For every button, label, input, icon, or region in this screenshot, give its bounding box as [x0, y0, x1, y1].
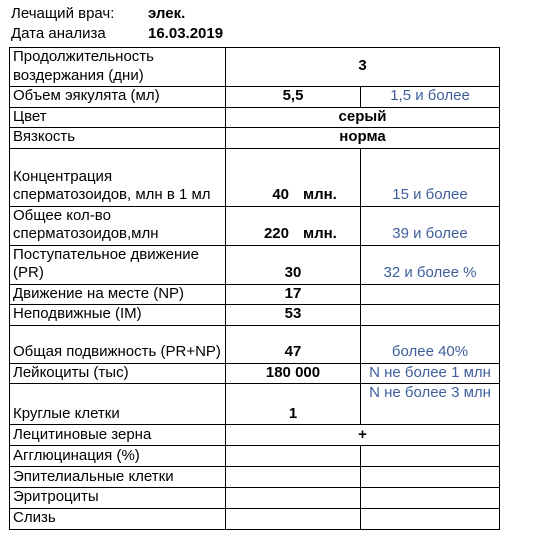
table-row: [10, 48, 500, 87]
row-value: норма: [226, 128, 500, 149]
row-label: Неподвижные (IM): [10, 305, 226, 326]
table-row: [10, 467, 500, 488]
doctor-label: Лечащий врач:: [11, 5, 115, 22]
row-value-cell: [226, 467, 361, 488]
row-value: 3: [226, 48, 500, 87]
row-value-cell: [226, 148, 361, 206]
row-value: 17: [284, 284, 302, 302]
row-value: 5,5: [282, 87, 304, 104]
row-label: Лецитиновые зерна: [10, 425, 226, 446]
row-label: Цвет: [10, 107, 226, 128]
table-row: [10, 107, 500, 128]
row-label: Слизь: [10, 508, 226, 529]
row-reference: [361, 446, 500, 467]
table-row: [10, 425, 500, 446]
row-label: Эпителиальные клетки: [10, 467, 226, 488]
doctor-value: элек.: [148, 5, 186, 22]
row-reference: [361, 508, 500, 529]
row-label: Вязкость: [10, 128, 226, 149]
row-label: Продолжительность воздержания (дни): [10, 48, 226, 87]
row-value: 180 000: [265, 363, 321, 381]
row-value: 47: [284, 343, 302, 360]
row-value-cell: [226, 508, 361, 529]
date-line: [11, 24, 223, 44]
row-value-cell: [226, 363, 361, 384]
row-value-cell: [226, 305, 361, 326]
row-value-cell: [226, 245, 361, 284]
row-value-cell: [226, 325, 361, 363]
table-row: [10, 363, 500, 384]
date-label: Дата анализа: [11, 25, 106, 42]
row-reference: 39 и более: [361, 206, 500, 245]
row-reference: [361, 488, 500, 509]
row-label: Агглюцинация (%): [10, 446, 226, 467]
table-row: [10, 87, 500, 108]
row-unit: млн.: [303, 186, 337, 203]
table-row: [10, 305, 500, 326]
row-label: Концентрация сперматозоидов, млн в 1 мл: [10, 148, 226, 206]
table-row: [10, 245, 500, 284]
table-row: [10, 284, 500, 305]
row-reference: N не более 1 млн: [361, 363, 500, 384]
row-unit: млн.: [303, 225, 337, 242]
row-reference: [361, 284, 500, 305]
row-value-cell: [226, 284, 361, 305]
row-reference: 32 и более %: [361, 245, 500, 284]
row-value: 40: [272, 186, 289, 203]
table-row: [10, 148, 500, 206]
date-value: 16.03.2019: [148, 25, 224, 42]
row-value: 53: [284, 305, 302, 322]
row-value: 30: [284, 264, 302, 281]
table-row: [10, 488, 500, 509]
table-row: [10, 325, 500, 363]
row-label: Круглые клетки: [10, 384, 226, 425]
row-value-cell: [226, 384, 361, 425]
row-reference: [361, 467, 500, 488]
table-row: [10, 384, 500, 425]
table-row: [10, 206, 500, 245]
row-value-cell: [226, 446, 361, 467]
row-reference: более 40%: [361, 325, 500, 363]
row-label: Эритроциты: [10, 488, 226, 509]
row-value: 220: [263, 225, 289, 242]
row-label: Общее кол-во сперматозоидов,млн: [10, 206, 226, 245]
table-row: [10, 508, 500, 529]
row-label: Объем эякулята (мл): [10, 87, 226, 108]
row-value: 1: [288, 404, 298, 422]
row-label: Поступательное движение (PR): [10, 245, 226, 284]
table-row: [10, 128, 500, 149]
row-reference: 15 и более: [361, 148, 500, 206]
row-value: серый: [226, 107, 500, 128]
row-label: Лейкоциты (тыс): [10, 363, 226, 384]
analysis-table: [9, 47, 500, 530]
row-label: Общая подвижность (PR+NP): [10, 325, 226, 363]
row-reference: [361, 305, 500, 326]
table-row: [10, 446, 500, 467]
row-value: +: [226, 425, 500, 446]
row-reference: 1,5 и более: [361, 87, 500, 108]
row-value-cell: [226, 87, 361, 108]
row-label: Движение на месте (NP): [10, 284, 226, 305]
row-value-cell: [226, 206, 361, 245]
doctor-line: [11, 4, 185, 24]
row-value-cell: [226, 488, 361, 509]
row-reference: N не более 3 млн: [361, 384, 500, 425]
